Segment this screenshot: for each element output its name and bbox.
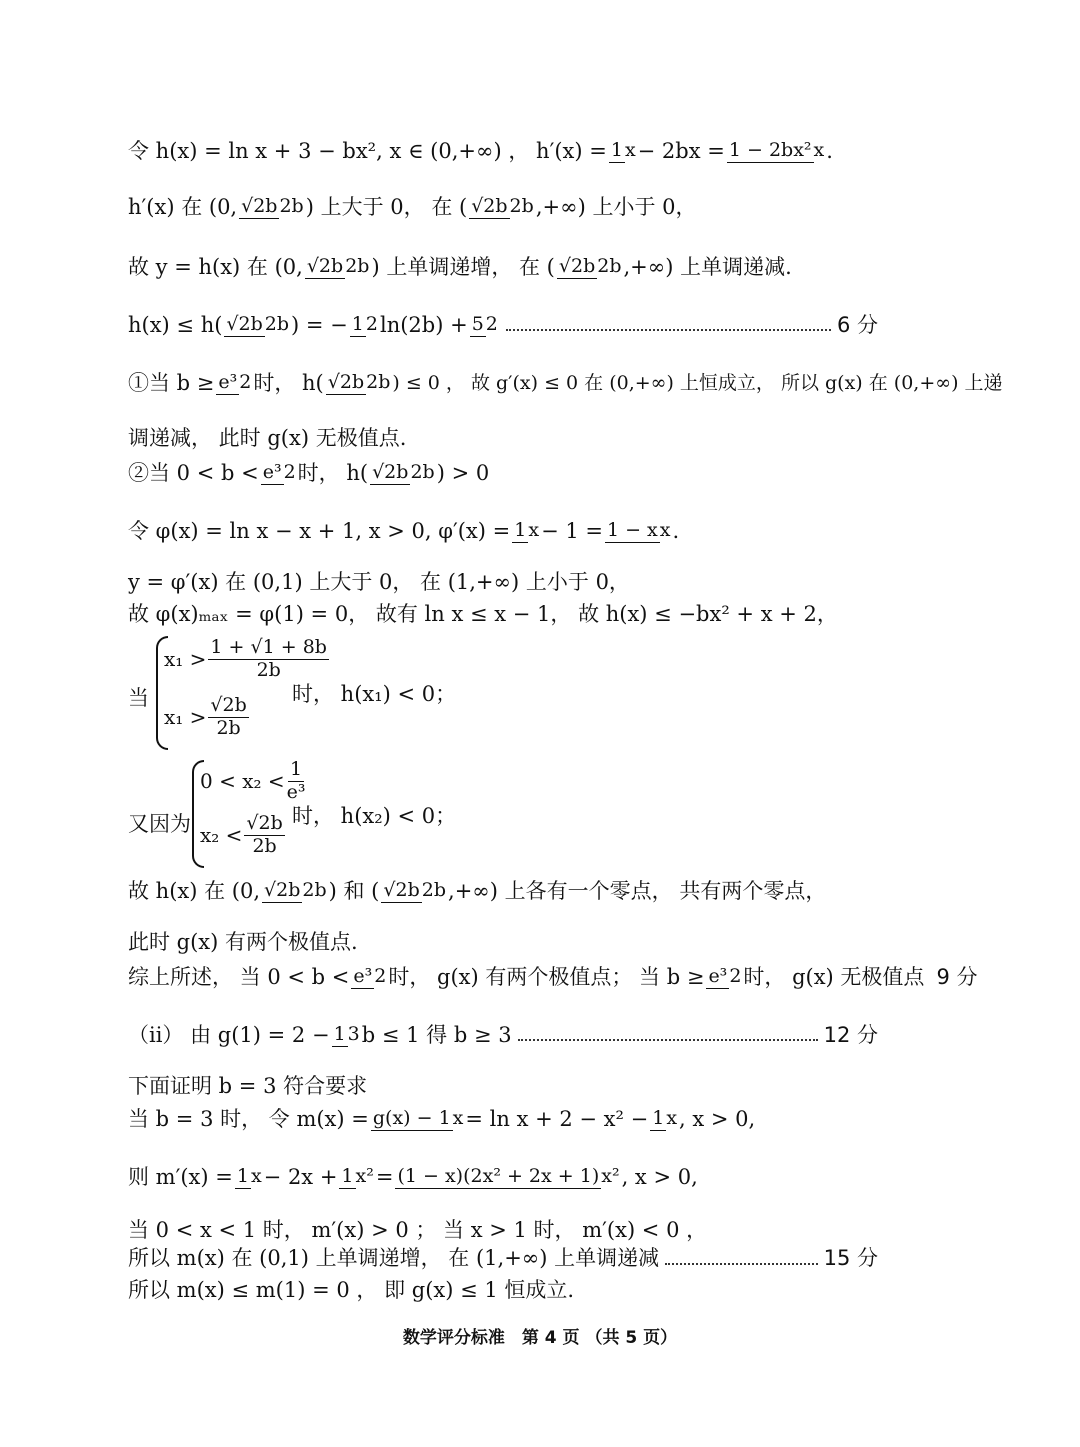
numerator: g(x) − 1 xyxy=(372,1107,451,1129)
text: 则 m′(x) = xyxy=(128,1164,233,1189)
numerator: (1 − x)(2x² + 2x + 1) xyxy=(397,1165,600,1187)
text: ,+∞) 上各有一个零点， 共有两个零点， xyxy=(448,878,827,903)
fraction xyxy=(350,314,378,337)
denominator: 2b xyxy=(509,195,534,217)
fraction xyxy=(262,880,327,903)
numerator: √2b xyxy=(306,255,344,277)
numerator: 1 xyxy=(290,758,303,780)
text: ①当 b ≥ xyxy=(128,370,215,395)
score-mark: 15 分 xyxy=(823,1246,878,1270)
denominator: 2b xyxy=(421,879,447,901)
text: = ln x + 2 − x² − xyxy=(465,1106,649,1131)
denominator: 2b xyxy=(366,371,391,393)
dotted-leader xyxy=(665,1253,817,1265)
system-label: 又因为 xyxy=(128,812,191,836)
text: 当 b = 3 时， 令 m(x) = xyxy=(128,1106,369,1131)
fraction xyxy=(469,196,534,219)
numerator: √2b xyxy=(327,371,365,393)
text: ) 上大于 0， 在 ( xyxy=(305,194,468,219)
fraction xyxy=(332,1024,360,1047)
fraction xyxy=(208,638,329,681)
text: h′(x) 在 (0, xyxy=(128,194,238,219)
fraction xyxy=(512,520,539,543)
denominator: x xyxy=(452,1107,464,1129)
system-row-1 xyxy=(200,760,307,803)
fraction xyxy=(605,520,671,543)
text: 所以 m(x) ≤ m(1) = 0 ， 即 g(x) ≤ 1 恒成立. xyxy=(128,1278,575,1302)
text: 时， h( xyxy=(297,460,369,485)
fraction xyxy=(239,196,304,219)
numerator: e³ xyxy=(708,965,728,987)
system-label: 当 xyxy=(128,686,149,710)
text: ) = − xyxy=(291,312,348,337)
denominator: 2b xyxy=(597,255,622,277)
text: x₂ < xyxy=(200,823,243,848)
numerator: e³ xyxy=(262,461,282,483)
line-case-1 xyxy=(128,372,1003,395)
system-row-2 xyxy=(200,814,287,857)
denominator: 2b xyxy=(279,195,304,217)
numerator: √2b xyxy=(241,195,278,217)
denominator: 2 xyxy=(485,313,498,335)
fraction xyxy=(287,760,306,803)
fraction xyxy=(650,1108,677,1131)
fraction xyxy=(261,462,296,485)
fraction xyxy=(216,372,251,395)
text: 综上所述， 当 0 < b < xyxy=(128,964,350,989)
denominator: x xyxy=(813,139,825,161)
system-row-1 xyxy=(164,638,331,681)
numerator: 1 − x xyxy=(606,519,658,541)
dotted-leader xyxy=(518,1029,818,1041)
fraction xyxy=(351,966,386,989)
text: ,+∞) 上单调递减. xyxy=(623,254,792,279)
denominator: x xyxy=(250,1165,262,1187)
text: 所以 m(x) 在 (0,1) 上单调递增， 在 (1,+∞) 上单调递减 xyxy=(128,1246,660,1270)
fraction xyxy=(339,1166,373,1189)
line-phi-max xyxy=(128,604,838,625)
system-conclusion: 时， h(x₂) < 0； xyxy=(292,804,457,828)
denominator: 2 xyxy=(729,965,742,987)
denominator: 2b xyxy=(216,716,241,739)
system-conclusion: 时， h(x₁) < 0； xyxy=(292,682,457,706)
text: 下面证明 b = 3 符合要求 xyxy=(128,1074,368,1098)
text: 故 y = h(x) 在 (0, xyxy=(128,254,303,279)
denominator: 2 xyxy=(374,965,387,987)
text: 时， h( xyxy=(253,370,324,395)
score-mark: 6 分 xyxy=(836,312,878,337)
text: ln(2b) + xyxy=(379,312,468,337)
numerator: √2b xyxy=(226,313,263,335)
text: − 1 = xyxy=(541,518,603,543)
numerator: 1 xyxy=(514,519,527,541)
line-m-sign xyxy=(128,1220,707,1241)
text: （ii） 由 g(1) = 2 − xyxy=(128,1022,330,1047)
numerator: √2b xyxy=(372,461,409,483)
text: , x > 0, xyxy=(621,1164,698,1189)
denominator: 2b xyxy=(302,879,327,901)
denominator: x xyxy=(659,519,671,541)
text: 0 < x₂ < xyxy=(200,769,285,794)
denominator: x xyxy=(528,519,540,541)
score-mark: 12 分 xyxy=(823,1022,878,1047)
fraction xyxy=(235,1166,262,1189)
line-case-1-cont xyxy=(128,428,406,449)
line-case-2 xyxy=(128,462,489,485)
text: x₁ > xyxy=(164,705,207,730)
text: ) 上单调递增， 在 ( xyxy=(371,254,555,279)
numerator: √2b xyxy=(264,879,301,901)
line-two-zeros xyxy=(128,880,826,903)
line-m-derivative xyxy=(128,1166,698,1189)
text: 故 h(x) 在 (0, xyxy=(128,878,261,903)
numerator: 1 − 2bx² xyxy=(728,139,812,161)
denominator: 3 xyxy=(347,1023,360,1045)
numerator: 1 xyxy=(652,1107,665,1129)
page-footer: 数学评分标准 第 4 页 （共 5 页） xyxy=(402,1328,678,1348)
line-phi-definition xyxy=(128,520,679,543)
dotted-leader xyxy=(506,319,831,331)
line-derivative-sign xyxy=(128,196,696,219)
denominator: 2 xyxy=(283,461,296,483)
text: . xyxy=(826,138,833,163)
denominator: 2 xyxy=(239,371,252,393)
numerator: √2b xyxy=(471,195,508,217)
text: . xyxy=(672,518,680,543)
numerator: 5 xyxy=(471,313,484,335)
numerator: 1 xyxy=(351,313,364,335)
text: − 2bx = xyxy=(637,138,725,163)
numerator: 1 + √1 + 8b xyxy=(210,636,327,658)
system-row-2 xyxy=(164,696,251,739)
denominator: x² xyxy=(601,1165,620,1187)
text: ②当 0 < b < xyxy=(128,460,259,485)
numerator: √2b xyxy=(246,812,283,834)
fraction xyxy=(609,140,636,163)
text: 当 0 < x < 1 时， m′(x) > 0 ； 当 x > 1 时， m′(x) < 0 ， xyxy=(128,1218,708,1242)
text: h(x) ≤ h( xyxy=(128,312,223,337)
score-mark: 9 分 xyxy=(936,964,978,989)
fraction xyxy=(470,314,498,337)
text: 此时 g(x) 有两个极值点. xyxy=(128,930,358,954)
line-h-max xyxy=(128,314,878,337)
numerator: 1 xyxy=(236,1165,249,1187)
denominator: e³ xyxy=(286,780,306,803)
denominator: x xyxy=(666,1107,678,1129)
text: 时， g(x) 无极值点 xyxy=(743,964,925,989)
denominator: 2b xyxy=(252,834,277,857)
numerator: e³ xyxy=(218,371,238,393)
fraction xyxy=(370,462,435,485)
denominator: x² xyxy=(355,1165,374,1187)
text: ) 和 ( xyxy=(328,878,380,903)
line-conclusion xyxy=(128,1280,574,1301)
numerator: √2b xyxy=(210,694,247,716)
line-proof-intro xyxy=(128,1076,367,1097)
text: 令 φ(x) = ln x − x + 1, x > 0, φ′(x) = xyxy=(128,518,511,543)
line-part-ii xyxy=(128,1024,878,1047)
text: y = φ′(x) 在 (0,1) 上大于 0， 在 (1,+∞) 上小于 0， xyxy=(128,570,630,594)
line-m-definition xyxy=(128,1108,755,1131)
line-phi-sign xyxy=(128,572,630,593)
fraction xyxy=(557,256,622,279)
text: ) > 0 xyxy=(436,460,490,485)
fraction xyxy=(727,140,824,163)
denominator: 2b xyxy=(256,658,281,681)
text: 时， g(x) 有两个极值点； 当 b ≥ xyxy=(388,964,705,989)
fraction xyxy=(224,314,289,337)
fraction xyxy=(326,372,391,395)
fraction xyxy=(706,966,741,989)
fraction xyxy=(244,814,284,857)
denominator: 2b xyxy=(410,461,435,483)
numerator: 1 xyxy=(333,1023,346,1045)
fraction xyxy=(305,256,370,279)
fraction xyxy=(381,880,446,903)
text: = xyxy=(375,1164,394,1189)
text: , x > 0, xyxy=(679,1106,756,1131)
denominator: 2 xyxy=(365,313,378,335)
line-two-extrema xyxy=(128,932,358,953)
text: 故 φ(x)ₘₐₓ = φ(1) = 0， 故有 ln x ≤ x − 1， 故 h(x) ≤ −bx² + x + 2， xyxy=(128,602,838,626)
text: − 2x + xyxy=(263,1164,338,1189)
numerator: 1 xyxy=(610,139,623,161)
line-summary xyxy=(128,964,978,989)
line-monotonicity xyxy=(128,256,792,279)
text: x₁ > xyxy=(164,647,207,672)
fraction xyxy=(395,1166,619,1189)
text: 调递减， 此时 g(x) 无极值点. xyxy=(128,426,407,450)
numerator: e³ xyxy=(353,965,373,987)
text: ) ≤ 0 ， 故 g′(x) ≤ 0 在 (0,+∞) 上恒成立， 所以 g(x) 在 (0,+∞) 上递 xyxy=(392,371,1003,394)
denominator: 2b xyxy=(345,255,370,277)
line-m-monotonic xyxy=(128,1248,878,1269)
denominator: 2b xyxy=(264,313,290,335)
text: ,+∞) 上小于 0， xyxy=(535,194,697,219)
text: 令 h(x) = ln x + 3 − bx², x ∈ (0,+∞) ， h′(x) = xyxy=(128,138,607,163)
denominator: x xyxy=(624,139,636,161)
numerator: √2b xyxy=(383,879,420,901)
fraction xyxy=(208,696,248,739)
line-h-definition xyxy=(128,140,833,163)
numerator: 1 xyxy=(341,1165,354,1187)
numerator: √2b xyxy=(558,255,596,277)
fraction xyxy=(371,1108,464,1131)
text: b ≤ 1 得 b ≥ 3 xyxy=(361,1022,512,1047)
